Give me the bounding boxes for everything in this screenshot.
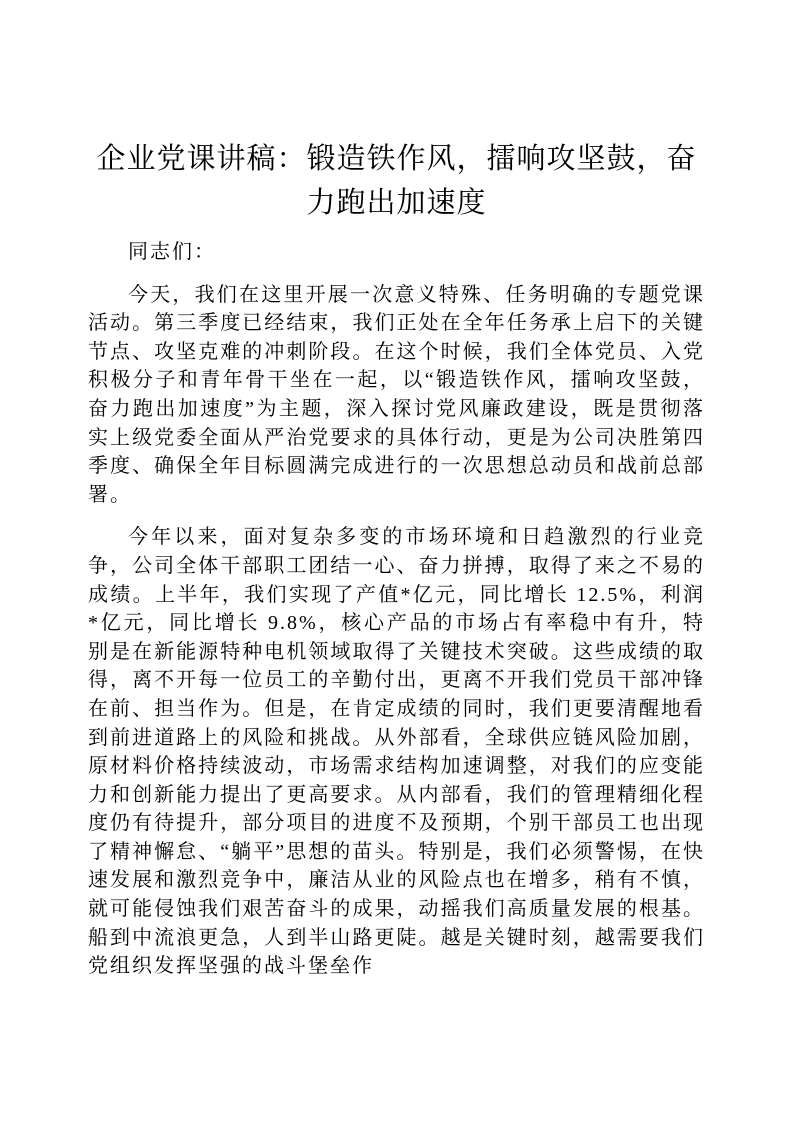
salutation: 同志们：	[128, 241, 216, 263]
document-title: 企业党课讲稿：锻造铁作风，擂响攻坚鼓，奋力跑出加速度	[96, 143, 697, 219]
paragraph-2: 今年以来，面对复杂多变的市场环境和日趋激烈的行业竞争，公司全体干部职工团结一心、奋力拼搏，取得了来之不易的成绩。上半年，我们实现了产值*亿元，同比增长 12.5%，利润*亿元，同比增长 9.8%，核心产品的市场占有率稳中有升，特别是在新能源特种电机领域取得了关键技术突破。这些成绩的取得，离不开每一位员工的辛勤付出，更离不开我们党员干部冲锋在前、担当作为。但是，在肯定成绩的同时，我们更要清醒地看到前进道路上的风险和挑战。从外部看，全球供应链风险加剧，原材料价格持续波动，市场需求结构加速调整，对我们的应变能力和创新能力提出了更高要求。从内部看，我们的管理精细化程度仍有待提升，部分项目的进度不及预期，个别干部员工也出现了精神懈怠、“躺平”思想的苗头。特别是，我们必须警惕，在快速发展和激烈竞争中，廉洁从业的风险点也在增多，稍有不慎，就可能侵蚀我们艰苦奋斗的成果，动摇我们高质量发展的根基。船到中流浪更急，人到半山路更陡。越是关键时刻，越需要我们党组织发挥坚强的战斗堡垒作	[88, 526, 705, 978]
paragraph-1: 今天，我们在这里开展一次意义特殊、任务明确的专题党课活动。第三季度已经结束，我们正处在全年任务承上启下的关键节点、攻坚克难的冲刺阶段。在这个时候，我们全体党员、入党积极分子和青年骨干坐在一起，以“锻造铁作风，擂响攻坚鼓，奋力跑出加速度”为主题，深入探讨党风廉政建设，既是贯彻落实上级党委全面从严治党要求的具体行动，更是为公司决胜第四季度、确保全年目标圆满完成进行的一次思想总动员和战前总部署。	[88, 283, 705, 506]
